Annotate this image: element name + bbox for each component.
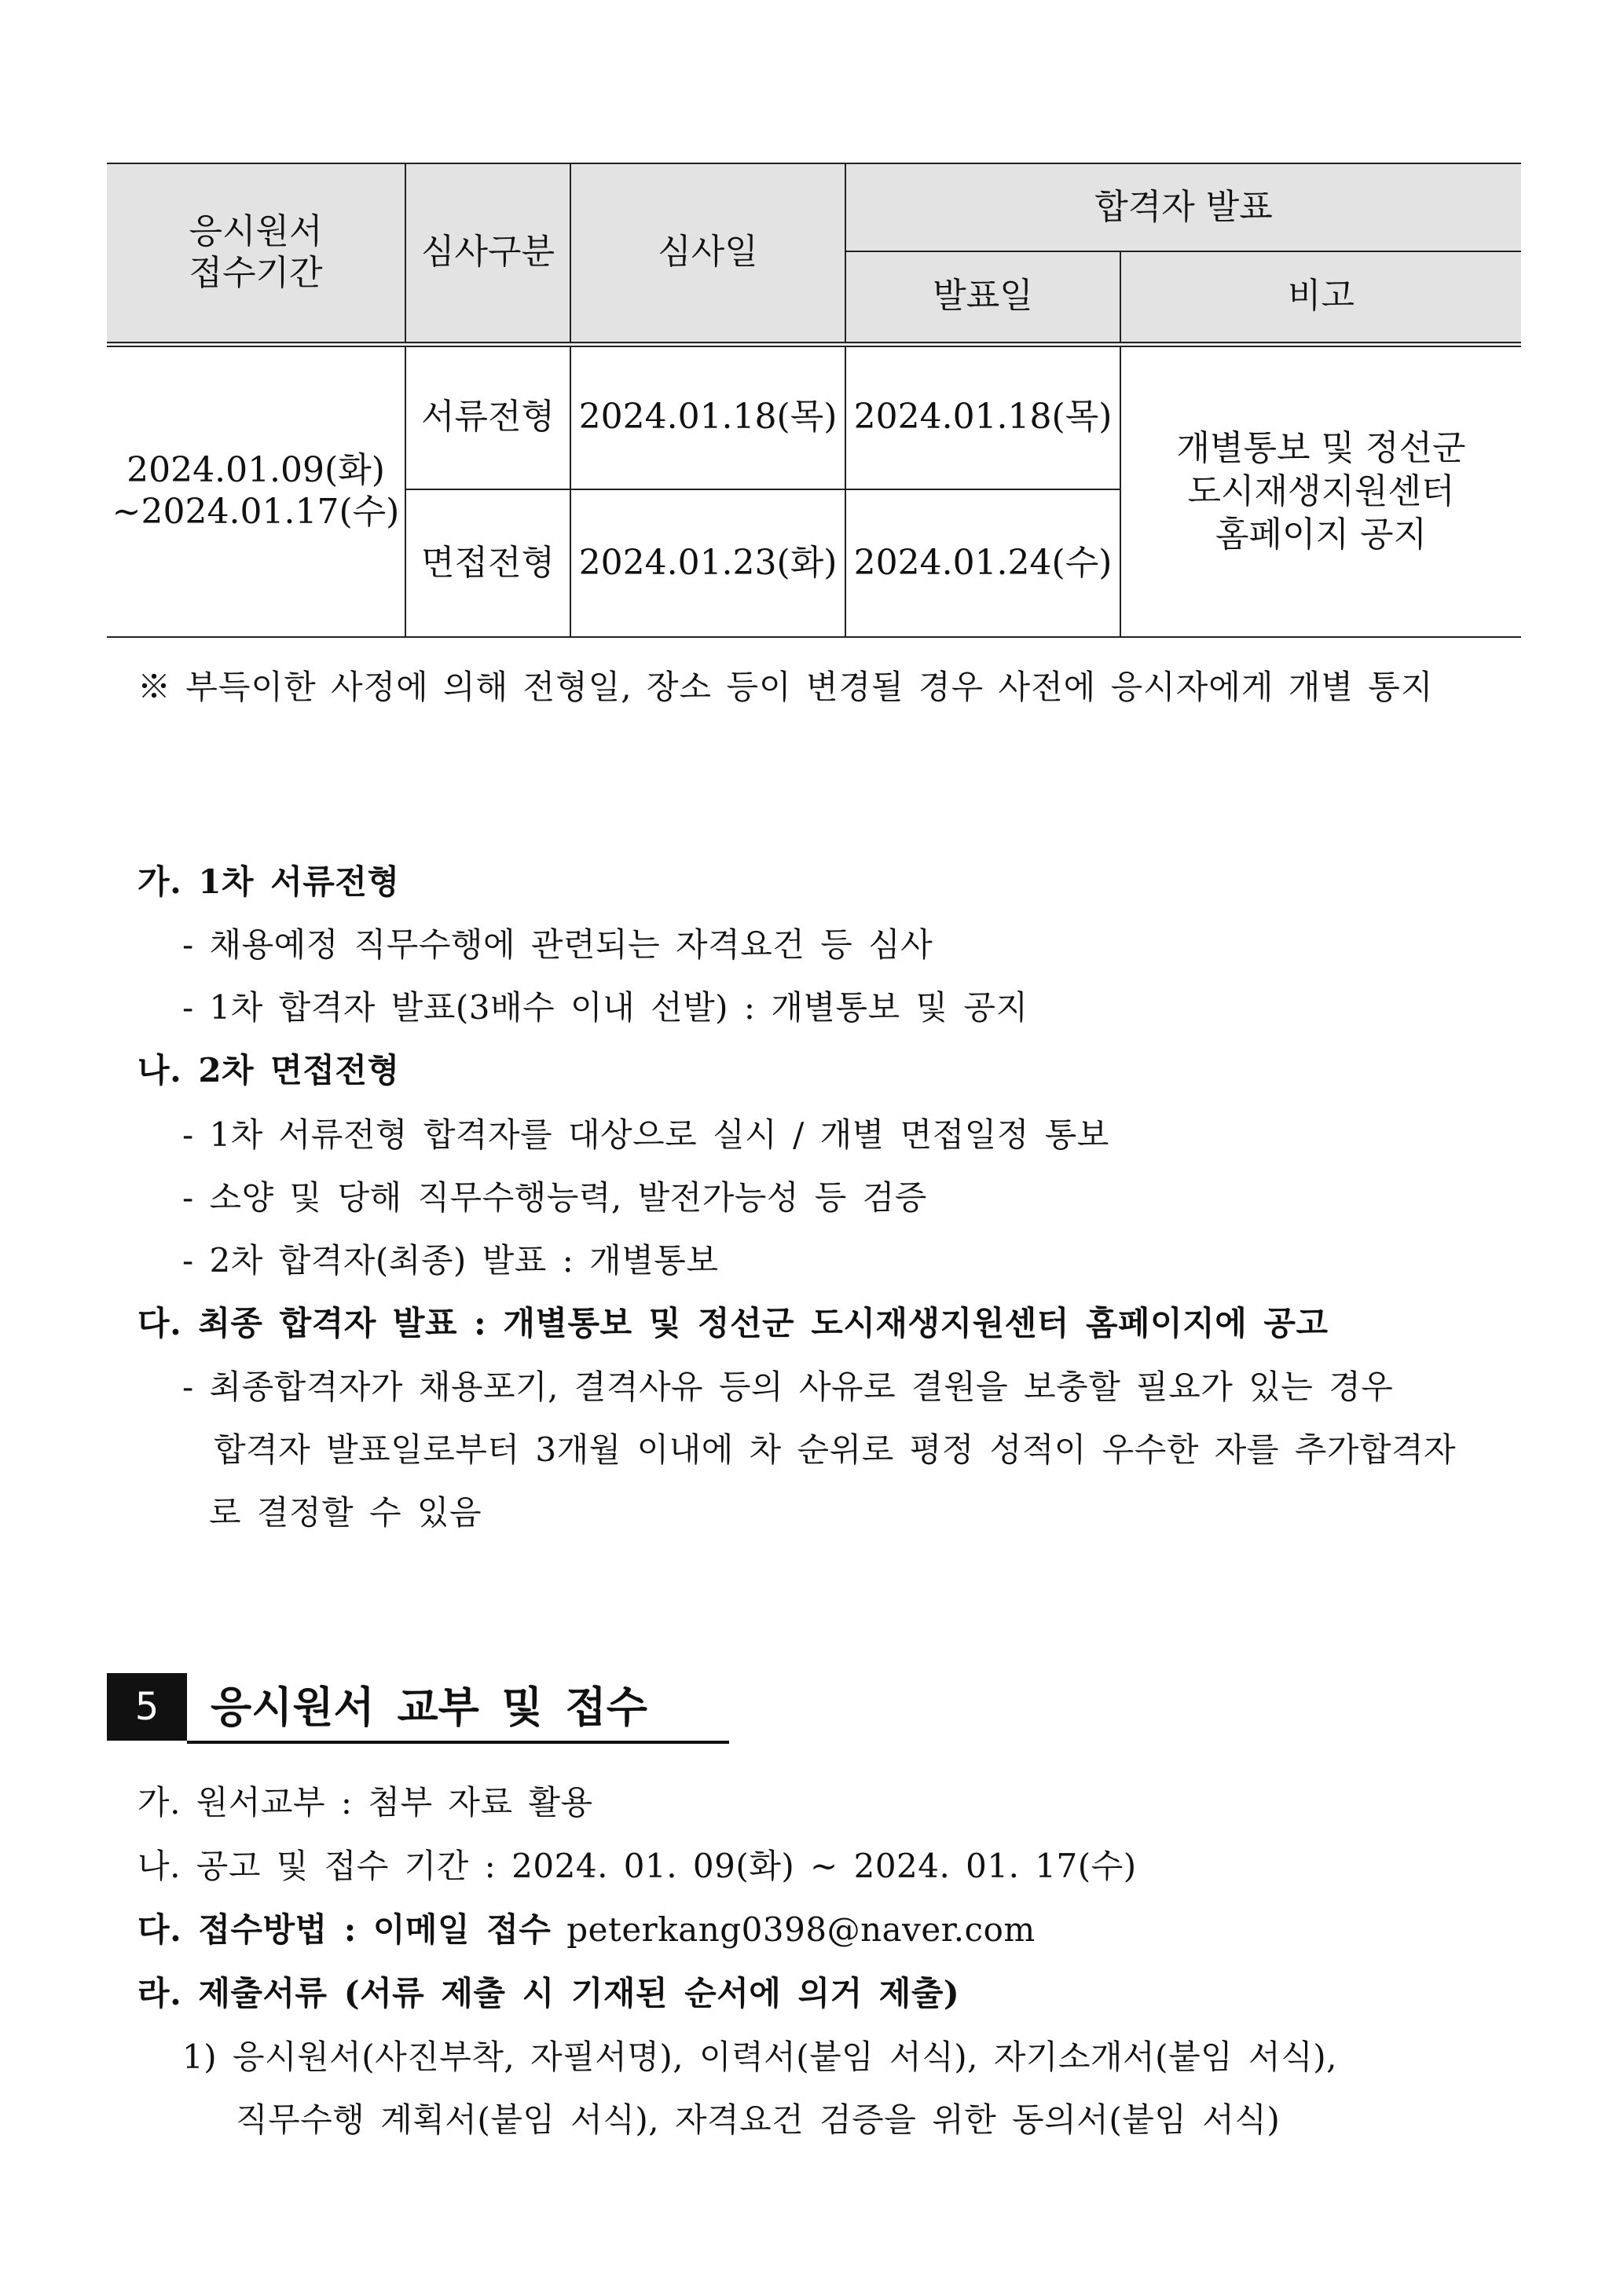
section5-item-d: 라. 제출서류 (서류 제출 시 기재된 순서에 의거 제출) (137, 1974, 960, 2012)
header-apply-period: 응시원서 접수기간 (107, 163, 405, 344)
list-item: - 2차 합격자(최종) 발표 : 개별통보 (182, 1241, 719, 1280)
apply-period-cell: 2024.01.09(화) ~2024.01.17(수) (107, 344, 405, 637)
section5-item-b: 나. 공고 및 접수 기간 : 2024. 01. 09(화) ~ 2024. 01. 17(수) (137, 1847, 1137, 1885)
list-item: - 1차 서류전형 합격자를 대상으로 실시 / 개별 면접일정 통보 (182, 1115, 1109, 1154)
header-announcement: 합격자 발표 (845, 163, 1521, 251)
announce-date-cell: 2024.01.24(수) (845, 489, 1120, 637)
section-title-underline (187, 1741, 729, 1744)
section5-item-a: 가. 원서교부 : 첨부 자료 활용 (137, 1783, 593, 1822)
review-type-cell: 면접전형 (405, 489, 570, 637)
section-number-badge: 5 (107, 1673, 187, 1741)
header-remarks: 비고 (1120, 251, 1521, 344)
review-date-cell: 2024.01.23(화) (570, 489, 845, 637)
header-review-type: 심사구분 (405, 163, 570, 344)
list-item-continued: 합격자 발표일로부터 3개월 이내에 차 순위로 평정 성적이 우수한 자를 추가합격자 (214, 1430, 1457, 1469)
list-item-continued: 직무수행 계획서(붙임 서식), 자격요건 검증을 위한 동의서(붙임 서식) (236, 2100, 1281, 2139)
list-item-continued: 로 결정할 수 있음 (209, 1493, 482, 1532)
list-item: - 최종합격자가 채용포기, 결격사유 등의 사유로 결원을 보충할 필요가 있는 경우 (182, 1368, 1394, 1406)
process-a-title: 가. 1차 서류전형 (137, 862, 400, 901)
remarks-cell: 개별통보 및 정선군 도시재생지원센터 홈페이지 공지 (1120, 344, 1521, 637)
header-announce-date: 발표일 (845, 251, 1120, 344)
submission-method-label: 다. 접수방법 : 이메일 접수 (137, 1910, 552, 1949)
submission-email: peterkang0398@naver.com (566, 1910, 1036, 1949)
process-b-title: 나. 2차 면접전형 (137, 1051, 400, 1089)
process-c-title: 다. 최종 합격자 발표 : 개별통보 및 정선군 도시재생지원센터 홈페이지에 공고 (137, 1304, 1329, 1342)
table-row (107, 344, 1521, 489)
header-review-date: 심사일 (570, 163, 845, 344)
list-item: - 채용예정 직무수행에 관련되는 자격요건 등 심사 (182, 925, 933, 964)
review-date-cell: 2024.01.18(목) (570, 344, 845, 489)
announce-date-cell: 2024.01.18(목) (845, 344, 1120, 489)
schedule-table (107, 163, 1521, 638)
table-footnote: ※ 부득이한 사정에 의해 전형일, 장소 등이 변경될 경우 사전에 응시자에게 개별 통지 (137, 668, 1434, 706)
list-item: - 소양 및 당해 직무수행능력, 발전가능성 등 검증 (182, 1178, 927, 1217)
list-item: - 1차 합격자 발표(3배수 이내 선발) : 개별통보 및 공지 (182, 988, 1028, 1027)
review-type-cell: 서류전형 (405, 344, 570, 489)
section-title: 응시원서 교부 및 접수 (211, 1682, 647, 1732)
list-item: 1) 응시원서(사진부착, 자필서명), 이력서(붙임 서식), 자기소개서(붙임 서식), (182, 2038, 1337, 2076)
section5-item-c (137, 1904, 1036, 1951)
